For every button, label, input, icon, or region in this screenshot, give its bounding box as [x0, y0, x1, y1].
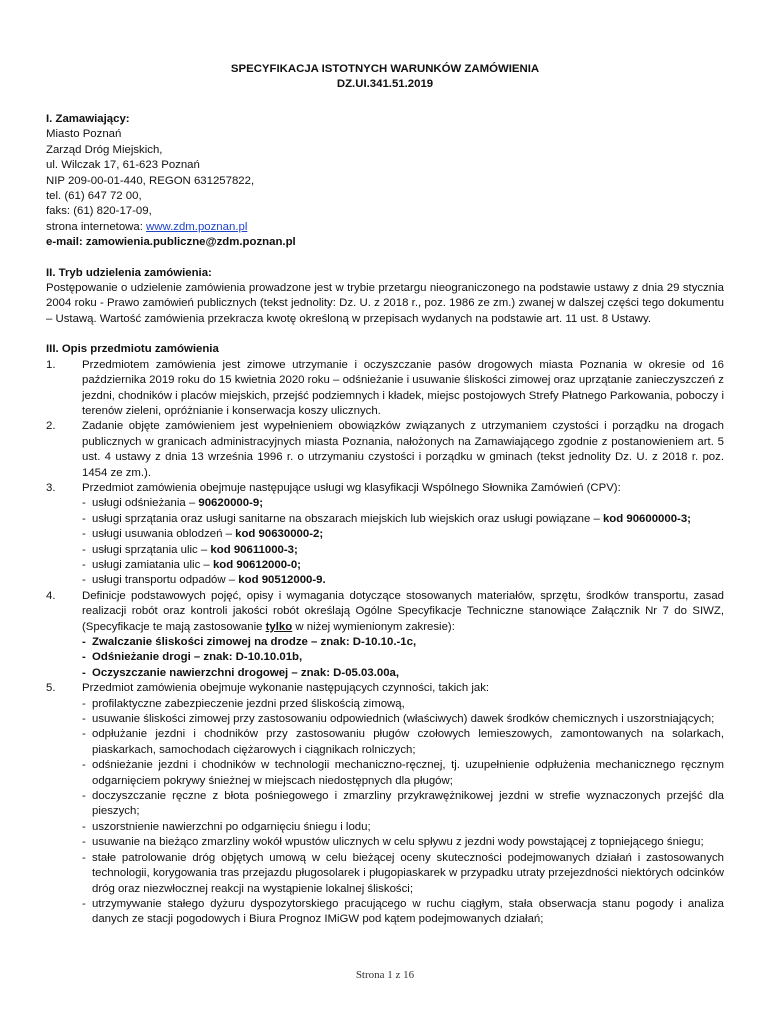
- item-text: Przedmiot zamówienia obejmuje wykonanie następujących czynności, takich jak:: [82, 682, 490, 695]
- website-label: strona internetowa:: [46, 220, 147, 233]
- title-line-1: SPECYFIKACJA ISTOTNYCH WARUNKÓW ZAMÓWIENIA: [230, 63, 540, 75]
- activity-item: - utrzymywanie stałego dyżuru dyspozytorskiego pracującego w ruchu ciągłym, stała obserwacja stanu pogody i analiza danych ze stacji pogodowych i Biura Prognoz IMiGW pod kątem podejmowanych działań;: [82, 897, 724, 926]
- cpv-item: - usługi usuwania oblodzeń – kod 90630000-2;: [82, 528, 324, 541]
- spec-list: [82, 635, 724, 681]
- cpv-code: kod 90630000-2;: [235, 528, 324, 541]
- item-number: 4.: [46, 589, 56, 602]
- item-number: 3.: [46, 481, 56, 494]
- email-line: e-mail: zamowienia.publiczne@zdm.poznan.pl: [46, 236, 296, 249]
- section-text: Postępowanie o udzielenie zamówienia prowadzone jest w trybie przetargu nieograniczonego na podstawie ustawy z dnia 29 stycznia 2004 roku - Prawo zamówień publicznych (tekst jednolity: Dz. U. z 2018 r., poz. 1986 ze zm.) zwanej w dalszej części tego dokumentu – Ustawą. Wartość zamówienia przekracza kwotę określoną w przepisach wydanych na podstawie art. 11 ust. 8 Ustawy.: [46, 282, 724, 325]
- cpv-list: [82, 496, 724, 588]
- document-title: [46, 62, 724, 92]
- activity-item: - odśnieżanie jezdni i chodników w technologii mechaniczno-ręcznej, tj. uzupełnienie odpłużenia mechanicznego ręcznym odgarnięciem pokrywy śnieżnej w miejscach niedostępnych dla pługów;: [82, 759, 724, 787]
- cpv-desc: usługi sprzątania ulic –: [92, 543, 211, 556]
- address-line: Miasto Poznań: [46, 128, 122, 141]
- item-text-emphasis: tylko: [265, 620, 293, 633]
- cpv-desc: usługi zamiatania ulic –: [92, 558, 213, 571]
- list-item: [46, 481, 724, 589]
- activity-item: - usuwanie na bieżąco zmarzliny wokół wpustów ulicznych w celu spływu z jezdni wody powstającej z topniejącego śniegu;: [82, 836, 704, 849]
- cpv-item: - usługi zamiatania ulic – kod 90612000-0;: [82, 558, 301, 571]
- list-item: [46, 358, 724, 420]
- cpv-item: - usługi transportu odpadów – kod 90512000-9.: [82, 574, 326, 587]
- address-line: ul. Wilczak 17, 61-623 Poznań: [46, 159, 200, 172]
- section-contracting-authority: [46, 112, 724, 251]
- title-line-2: DZ.UI.341.51.2019: [336, 78, 434, 90]
- spec-item: - Zwalczanie śliskości zimowej na drodze – znak: D-10.10.-1c,: [82, 636, 417, 648]
- activity-item: - stałe patrolowanie dróg objętych umową w celu bieżącej oceny skuteczności podejmowanych działań i zastosowanych technologii, korygowania tras przejazdu pługosolarek i pługopiaskarek w przypadku utraty przejezdności niektórych odcinków dróg oraz niezwłocznej reakcji na wystąpienie lokalnej śliskości;: [82, 851, 724, 895]
- section-subject: [46, 342, 724, 927]
- cpv-code: kod 90512000-9.: [238, 574, 326, 587]
- cpv-code: kod 90611000-3;: [210, 543, 298, 556]
- cpv-desc: usługi odśnieżania –: [92, 497, 199, 510]
- activity-item: - uszorstnienie nawierzchni po odgarnięciu śniegu i lodu;: [82, 820, 371, 833]
- activity-item: - doczyszczanie ręczne z błota pośniegowego i zmarzliny przykrawężnikowej jezdni w strefie wyznaczonych przejść dla pieszych;: [82, 790, 724, 818]
- list-item: [46, 681, 724, 928]
- activity-item: - usuwanie śliskości zimowej przy zastosowaniu odpowiednich (właściwych) dawek środków chemicznych i uszorstniających;: [82, 713, 715, 726]
- section-heading: III. Opis przedmiotu zamówienia: [46, 343, 219, 356]
- cpv-code: 90620000-9;: [198, 497, 263, 510]
- cpv-code: kod 90600000-3;: [602, 512, 691, 525]
- address-line: Zarząd Dróg Miejskich,: [46, 143, 163, 156]
- item-number: 1.: [46, 358, 56, 371]
- spec-item: - Odśnieżanie drogi – znak: D-10.10.01b,: [82, 651, 303, 664]
- activity-item: - profilaktyczne zabezpieczenie jezdni przed śliskością zimową,: [82, 697, 405, 710]
- website-line: [46, 220, 724, 235]
- activity-item: - odpłużanie jezdni i chodników przy zastosowaniu pługów czołowych lemieszowych, zamontowanych na solarkach, piaskarkach, samochodach ciężarowych i ciągnikach rolniczych;: [82, 728, 724, 756]
- address-line: faks: (61) 820-17-09,: [46, 205, 152, 218]
- cpv-desc: usługi usuwania oblodzeń –: [92, 528, 236, 541]
- cpv-item: - usługi sprzątania ulic – kod 90611000-3;: [82, 543, 298, 556]
- list-item: [46, 419, 724, 481]
- cpv-desc: usługi sprzątania oraz usługi sanitarne na obszarach miejskich lub wiejskich oraz usługi powiązane –: [92, 512, 603, 525]
- cpv-desc: usługi transportu odpadów –: [92, 574, 239, 587]
- item-text: Przedmiot zamówienia obejmuje następujące usługi wg klasyfikacji Wspólnego Słownika Zamówień (CPV):: [82, 481, 621, 494]
- item-text: Definicje podstawowych pojęć, opisy i wymagania dotyczące stosowanych materiałów, sprzętu, środków transportu, zasad realizacji robót oraz kontroli jakości robót określają Ogólne Specyfikacje Techniczne stanowiące Załącznik Nr 7 do SIWZ, (Specyfikacje te mają zastosowanie: [82, 589, 724, 633]
- section-heading: II. Tryb udzielenia zamówienia:: [46, 266, 212, 279]
- document-body: [46, 62, 724, 928]
- numbered-list: [46, 358, 724, 928]
- section-heading: I. Zamawiający:: [46, 113, 130, 125]
- item-text: w niżej wymienionym zakresie):: [292, 620, 455, 633]
- item-number: 5.: [46, 682, 56, 695]
- item-text: Zadanie objęte zamówieniem jest wypełnieniem obowiązków związanych z utrzymaniem czystości i porządku na drogach publicznych w granicach administracyjnych miasta Poznania, nałożonych na Zamawiającego zgodnie z postanowieniem art. 5 ust. 4 ustawy z dnia 13 września 1996 r. o utrzymaniu czystości i porządku w gminach (tekst jednolity Dz. U. z 2018 r. poz. 1454 ze zm.).: [82, 420, 724, 479]
- address-line: tel. (61) 647 72 00,: [46, 190, 142, 203]
- spec-item: - Oczyszczanie nawierzchni drogowej – znak: D-05.03.00a,: [82, 666, 400, 679]
- cpv-item: - usługi odśnieżania – 90620000-9;: [82, 497, 263, 510]
- cpv-item: - usługi sprzątania oraz usługi sanitarne na obszarach miejskich lub wiejskich oraz usługi powiązane – kod 90600000-3;: [82, 512, 691, 525]
- cpv-code: kod 90612000-0;: [212, 558, 301, 571]
- list-item: [46, 589, 724, 681]
- activities-list: [82, 697, 724, 928]
- page-footer: Strona 1 z 16: [355, 969, 415, 981]
- item-number: 2.: [46, 420, 56, 433]
- item-text: Przedmiotem zamówienia jest zimowe utrzymanie i oczyszczanie pasów drogowych miasta Poznania w okresie od 16 października 2019 roku do 15 kwietnia 2020 roku – odśnieżanie i usuwanie śliskości zimowej oraz uprzątanie zanieczyszczeń z jezdni, chodników i placów miejskich, przejść podziemnych i kładek, miejsc postojowych Strefy Płatnego Parkowania, poboczy i terenów zieleni, opróżnianie i konserwacja koszy ulicznych.: [82, 358, 724, 417]
- website-link[interactable]: www.zdm.poznan.pl: [146, 220, 248, 233]
- section-procedure: [46, 266, 724, 328]
- address-line: NIP 209-00-01-440, REGON 631257822,: [46, 174, 255, 187]
